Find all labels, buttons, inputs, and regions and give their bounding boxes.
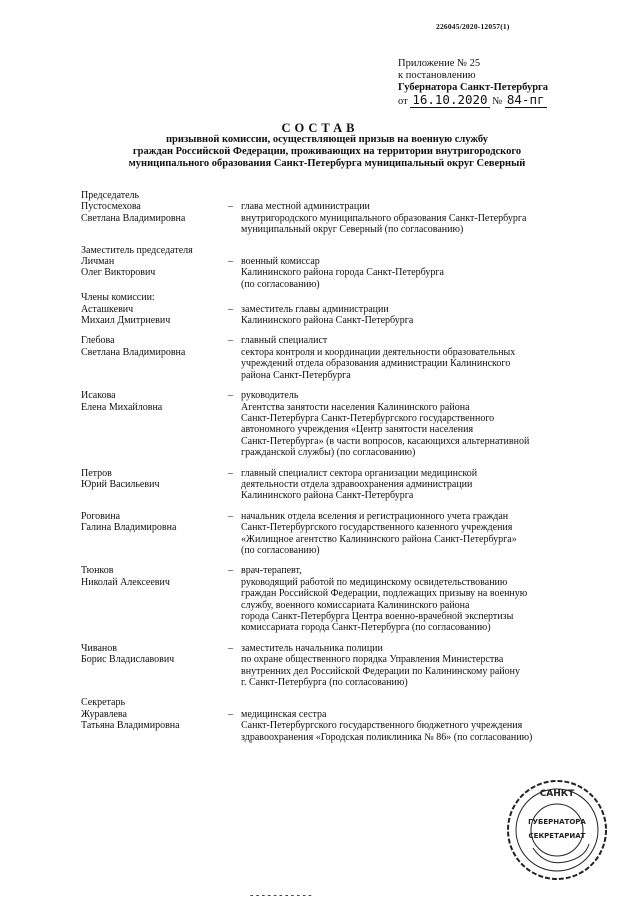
stamp-arc (533, 844, 589, 863)
position-line: Калининского района города Санкт-Петербурга (241, 267, 444, 279)
subtitle-line: граждан Российской Федерации, проживающих на территории внутригородского (132, 146, 522, 157)
member (81, 511, 616, 557)
position-line: главный специалист сектора организации медицинской (241, 467, 478, 479)
position-line: заместитель главы администрации (241, 303, 389, 315)
member-surname: Журавлева (81, 708, 127, 720)
dash: – (228, 303, 233, 315)
number-prefix: № (492, 96, 503, 107)
member-surname: Чиванов (81, 642, 117, 654)
dash: – (228, 256, 233, 268)
member-position (241, 304, 616, 327)
dash: – (228, 642, 233, 654)
section-members: Члены комиссии: (81, 292, 155, 304)
bottom-mark: - - - - - - - - - - - (250, 890, 312, 901)
document-number: 226045/2020-12057(1) (436, 22, 510, 31)
position-line: Калининского района Санкт-Петербурга (241, 490, 414, 502)
dash: – (228, 565, 233, 577)
member-surname: Тюнков (81, 565, 114, 577)
position-line: Санкт-Петербурга Санкт-Петербургского государственного (241, 412, 495, 424)
member (81, 335, 616, 381)
subtitle-line: призывной комиссии, осуществляющей призыв на военную службу (166, 134, 488, 145)
member-given-name: Галина Владимировна (81, 522, 177, 534)
position-line: учреждений отдела образования администрации Калининского (241, 358, 511, 370)
position-line: начальник отдела вселения и регистрационного учета граждан (241, 510, 509, 522)
member-given-name: Николай Алексеевич (81, 576, 170, 588)
dash: – (228, 708, 233, 720)
appendix-line: Приложение № 25 (398, 58, 481, 69)
position-line: Калининского района Санкт-Петербурга (241, 315, 414, 327)
member-given-name: Светлана Владимировна (81, 346, 186, 358)
position-line: руководящий работой по медицинскому освидетельствованию (241, 576, 508, 588)
document-subtitle (92, 134, 562, 170)
position-line: руководитель (241, 390, 299, 402)
member-surname: Асташкевич (81, 303, 134, 315)
member-position (241, 643, 616, 689)
member-surname: Исакова (81, 390, 116, 402)
member-surname: Роговина (81, 510, 121, 522)
subtitle-line: муниципального образования Санкт-Петербурга муниципальный округ Северный (128, 158, 526, 169)
position-line: (по согласованию) (241, 544, 320, 556)
position-line: главный специалист (241, 335, 328, 347)
dash: – (228, 201, 233, 213)
position-line: Санкт-Петербурга» (в части вопросов, касающихся альтернативной (241, 435, 530, 447)
member-position (241, 335, 616, 381)
member-deputy (81, 256, 616, 290)
appendix-line: к постановлению (398, 70, 476, 81)
position-line: Санкт-Петербургского государственного казенного учреждения (241, 522, 513, 534)
position-line: врач-терапевт, (241, 565, 302, 577)
member-position (241, 201, 616, 235)
member-surname: Петров (81, 467, 112, 479)
position-line: заместитель начальника полиции (241, 642, 383, 654)
member-surname: Личман (81, 256, 115, 268)
member-surname: Глебова (81, 335, 115, 347)
member-given-name: Борис Владиславович (81, 654, 175, 666)
position-line: службу, военного комиссариата Калининского района (241, 599, 470, 611)
handwritten-number: 84-пг (506, 92, 545, 107)
handwritten-date: 16.10.2020 (412, 92, 488, 107)
member-position (241, 709, 616, 743)
position-line: г. Санкт-Петербурга (по согласованию) (241, 677, 408, 689)
dash: – (228, 335, 233, 347)
position-line: глава местной администрации (241, 201, 370, 213)
member-position (241, 511, 616, 557)
member (81, 390, 616, 458)
member-surname: Пустосмехова (81, 201, 141, 213)
position-line: муниципальный округ Северный (по согласованию) (241, 224, 464, 236)
member (81, 304, 616, 327)
stamp-text: САНКТ (539, 789, 575, 799)
position-line: внутригородского муниципального образования Санкт-Петербурга (241, 212, 527, 224)
stamp-text: СЕКРЕТАРИАТ (528, 832, 586, 840)
member (81, 468, 616, 502)
member-position (241, 468, 616, 502)
section-chairman: Председатель (81, 190, 140, 201)
member-position (241, 390, 616, 458)
position-line: Санкт-Петербургского государственного бюджетного учреждения (241, 720, 523, 732)
date-prefix: от (398, 96, 408, 107)
section-deputy: Заместитель председателя (81, 244, 193, 256)
position-line: деятельности отдела здравоохранения администрации (241, 478, 473, 490)
member-given-name: Юрий Васильевич (81, 478, 160, 490)
position-line: медицинская сестра (241, 708, 327, 720)
member (81, 565, 616, 633)
position-line: здравоохранения «Городская поликлиника № 86» (по согласованию) (241, 731, 533, 743)
member-given-name: Елена Михайловна (81, 401, 163, 413)
member-chairman (81, 201, 616, 235)
member-position (241, 565, 616, 633)
dash: – (228, 510, 233, 522)
position-line: (по согласованию) (241, 278, 320, 290)
member-given-name: Светлана Владимировна (81, 212, 186, 224)
position-line: сектора контроля и координации деятельности образовательных (241, 346, 516, 358)
appendix-line: Губернатора Санкт-Петербурга (398, 82, 549, 93)
member-given-name: Михаил Дмитриевич (81, 315, 171, 327)
member (81, 643, 616, 689)
stamp-text: ГУБЕРНАТОРА (528, 818, 586, 826)
position-line: автономного учреждения «Центр занятости населения (241, 424, 474, 436)
position-line: Агентства занятости населения Калининского района (241, 401, 470, 413)
official-stamp (505, 778, 609, 882)
position-line: района Санкт-Петербурга (241, 369, 351, 381)
appendix-date-line (398, 94, 618, 108)
position-line: военный комиссар (241, 256, 320, 268)
dash: – (228, 467, 233, 479)
document-title: СОСТАВ (281, 121, 359, 135)
member-secretary (81, 709, 616, 743)
position-line: гражданской службы) (по согласованию) (241, 447, 416, 459)
position-line: комиссариата города Санкт-Петербурга (по согласованию) (241, 622, 491, 634)
composition-list (81, 190, 616, 752)
member-given-name: Олег Викторович (81, 267, 156, 279)
position-line: по охране общественного порядка Управления Министерства (241, 654, 504, 666)
appendix-block (398, 58, 618, 108)
section-secretary: Секретарь (81, 697, 126, 709)
position-line: внутренних дел Российской Федерации по Калининскому району (241, 665, 520, 677)
member-position (241, 256, 616, 290)
member-given-name: Татьяна Владимировна (81, 720, 180, 732)
position-line: «Жилищное агентство Калининского района Санкт-Петербурга» (241, 533, 517, 545)
dash: – (228, 390, 233, 402)
position-line: города Санкт-Петербурга Центра военно-врачебной экспертизы (241, 611, 514, 622)
position-line: граждан Российской Федерации, подлежащих призыву на военную (241, 588, 528, 600)
